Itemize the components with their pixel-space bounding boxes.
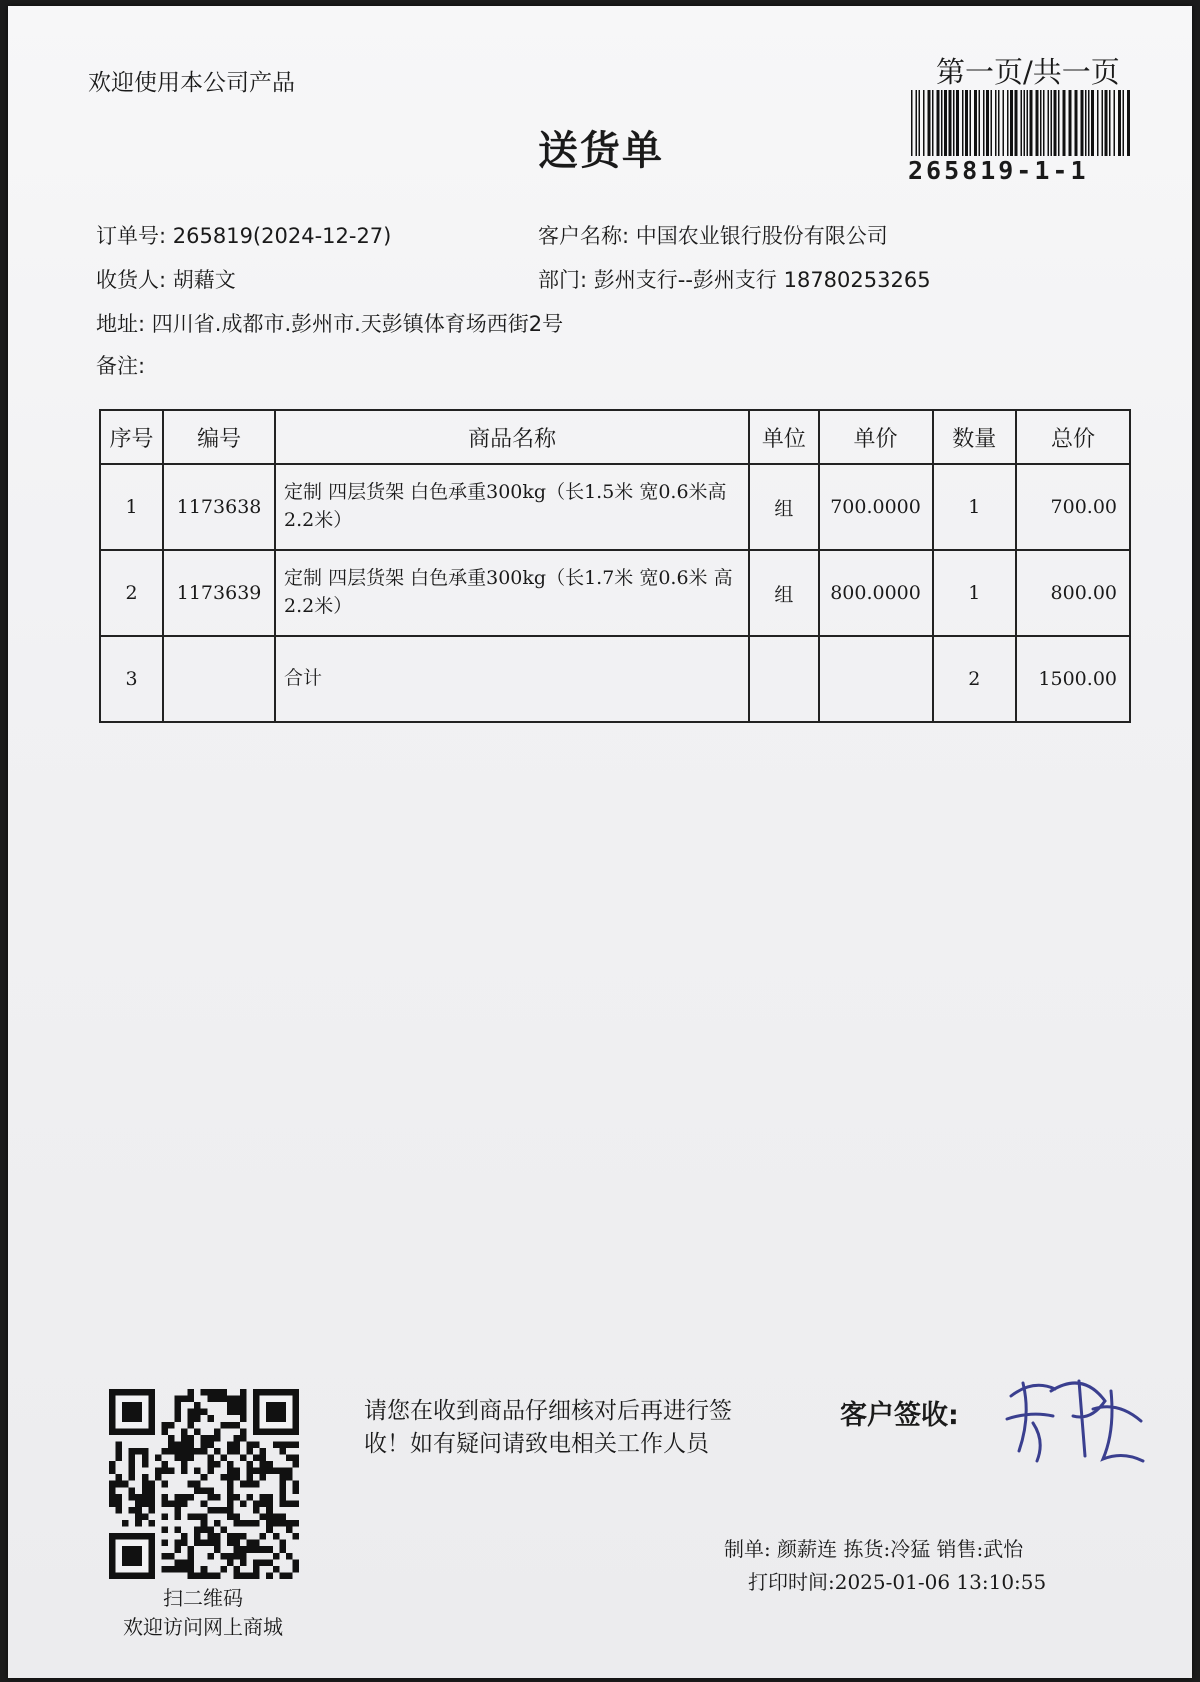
receiver-value: 胡藉文 [172,268,236,292]
department-row [538,264,931,294]
address-row [96,308,563,338]
cell-total: 800.00 [1016,550,1130,636]
cell-seq: 3 [100,636,163,722]
cell-code: 1173639 [163,550,275,636]
table-header-row [100,410,1130,464]
department-value: 彭州支行--彭州支行 18780253265 [593,268,931,292]
cell-code [163,636,275,722]
remark-label: 备注: [96,354,146,378]
order-number-label: 订单号: [96,224,167,248]
cell-total: 700.00 [1016,464,1130,550]
table-row-summary [100,636,1130,722]
cell-product-name: 定制 四层货架 白色承重300kg（长1.7米 宽0.6米 高2.2米） [275,550,749,636]
header-quantity: 数量 [933,410,1016,464]
notice-text: 请您在收到商品仔细核对后再进行签收！如有疑问请致电相关工作人员 [364,1398,732,1458]
staff-info: 制单: 颜薪连 拣货:冷猛 销售:武怡 [724,1537,1024,1561]
qr-caption [103,1584,303,1642]
receiver-row [96,264,236,294]
cell-seq: 2 [100,550,163,636]
goods-table [99,409,1131,723]
address-label: 地址: [96,312,146,336]
address-value: 四川省.成都市.彭州市.天彭镇体育场西街2号 [151,312,564,336]
header-unit-price: 单价 [819,410,933,464]
delivery-note-paper [8,6,1192,1678]
cell-unit: 组 [749,550,818,636]
cell-seq: 1 [100,464,163,550]
welcome-text: 欢迎使用本公司产品 [88,70,295,96]
signature-image [993,1361,1153,1471]
barcode-number: 265819-1-1 [908,156,1089,185]
print-time: 打印时间:2025-01-06 13:10:55 [748,1570,1047,1594]
department-label: 部门: [538,268,588,292]
header-seq: 序号 [100,410,163,464]
header-code: 编号 [163,410,275,464]
cell-unit-price [819,636,933,722]
page-indicator: 第一页/共一页 [936,55,1120,89]
cell-code: 1173638 [163,464,275,550]
cell-quantity: 2 [933,636,1016,722]
barcode-image [911,90,1133,156]
cell-quantity: 1 [933,464,1016,550]
customer-sign-label: 客户签收: [840,1400,959,1431]
qr-caption-line-1: 扫二维码 [163,1586,243,1610]
table-row [100,464,1130,550]
qr-caption-line-2: 欢迎访问网上商城 [123,1615,283,1639]
receiver-label: 收货人: [96,268,167,292]
cell-unit: 组 [749,464,818,550]
order-number-value: 265819(2024-12-27) [172,224,392,248]
qr-code-image [109,1389,299,1579]
remark-row [96,350,145,380]
cell-quantity: 1 [933,550,1016,636]
cell-total: 1500.00 [1016,636,1130,722]
cell-product-name: 合计 [275,636,749,722]
cell-unit-price: 700.0000 [819,464,933,550]
cell-unit [749,636,818,722]
cell-product-name: 定制 四层货架 白色承重300kg（长1.5米 宽0.6米高2.2米） [275,464,749,550]
customer-name-value: 中国农业银行股份有限公司 [635,224,888,248]
header-total: 总价 [1016,410,1130,464]
order-number-row [96,220,391,250]
cell-unit-price: 800.0000 [819,550,933,636]
header-unit: 单位 [749,410,818,464]
table-row [100,550,1130,636]
header-product-name: 商品名称 [275,410,749,464]
page-title: 送货单 [538,128,664,174]
customer-name-row [538,220,888,250]
customer-name-label: 客户名称: [538,224,630,248]
